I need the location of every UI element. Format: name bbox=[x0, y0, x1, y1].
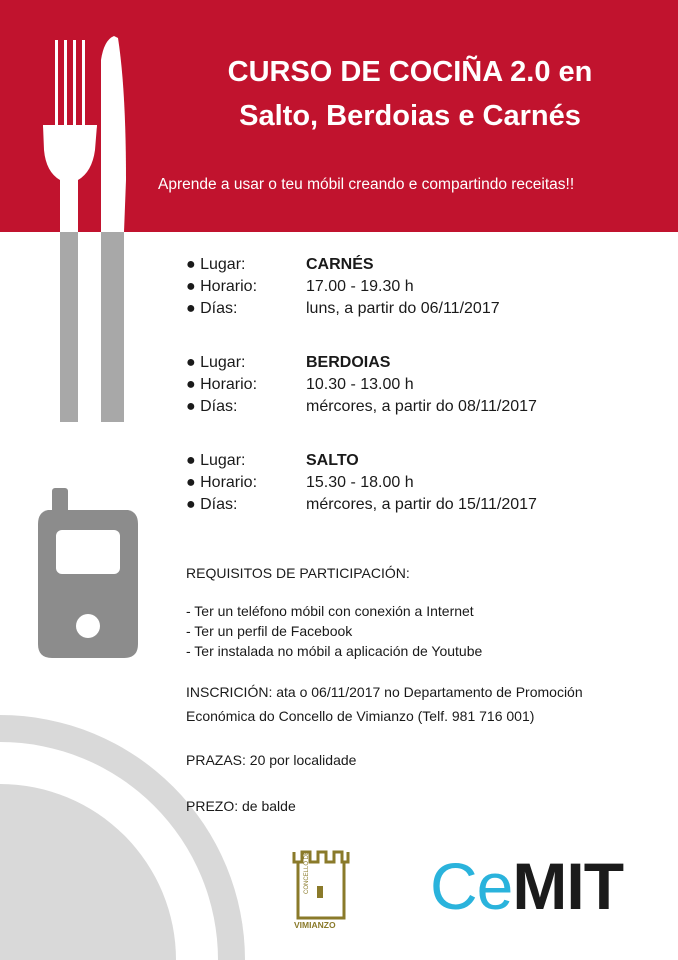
place-label: ● Lugar: bbox=[186, 354, 246, 371]
requirement-item: - Ter instalada no móbil a aplicación de Youtube bbox=[186, 643, 483, 659]
cemit-logo-part1: Ce bbox=[430, 849, 513, 923]
session-days-row bbox=[186, 396, 656, 418]
requirement-item: - Ter un perfil de Facebook bbox=[186, 623, 353, 639]
session-time-row bbox=[186, 276, 656, 298]
cemit-logo bbox=[430, 846, 623, 926]
course-title bbox=[170, 50, 650, 138]
session-block bbox=[186, 450, 656, 516]
price-text: PREZO: de balde bbox=[186, 798, 296, 814]
place-label: ● Lugar: bbox=[186, 256, 246, 273]
place-value: BERDOIAS bbox=[306, 354, 391, 371]
time-label: ● Horario: bbox=[186, 376, 258, 393]
session-time-row bbox=[186, 374, 656, 396]
knife-icon bbox=[101, 36, 126, 422]
place-value: SALTO bbox=[306, 452, 359, 469]
session-block bbox=[186, 352, 656, 418]
session-days-row bbox=[186, 494, 656, 516]
registration-line2: Económica do Concello de Vimianzo (Telf. 981 716 001) bbox=[186, 708, 535, 724]
days-label: ● Días: bbox=[186, 300, 238, 317]
session-block bbox=[186, 254, 656, 320]
time-value: 17.00 - 19.30 h bbox=[306, 278, 414, 295]
session-place-row bbox=[186, 450, 656, 472]
session-time-row bbox=[186, 472, 656, 494]
requirements-heading: REQUISITOS DE PARTICIPACIÓN: bbox=[186, 565, 410, 581]
course-title-line2: Salto, Berdoias e Carnés bbox=[239, 100, 581, 132]
days-label: ● Días: bbox=[186, 398, 238, 415]
mobile-phone-icon bbox=[38, 488, 138, 658]
vimianzo-logo-text: CONCELLO DE bbox=[304, 850, 310, 894]
session-place-row bbox=[186, 352, 656, 374]
registration-line1: INSCRICIÓN: ata o 06/11/2017 no Departamento de Promoción bbox=[186, 684, 583, 700]
course-title-line1: CURSO DE COCIÑA 2.0 en bbox=[227, 56, 593, 88]
requirement-item: - Ter un teléfono móbil con conexión a Internet bbox=[186, 603, 474, 619]
place-label: ● Lugar: bbox=[186, 452, 246, 469]
days-value: mércores, a partir do 08/11/2017 bbox=[306, 398, 537, 415]
fork-icon bbox=[43, 40, 97, 422]
days-label: ● Días: bbox=[186, 496, 238, 513]
days-value: mércores, a partir do 15/11/2017 bbox=[306, 496, 537, 513]
castle-logo-icon bbox=[294, 852, 348, 918]
place-value: CARNÉS bbox=[306, 256, 374, 273]
days-value: luns, a partir do 06/11/2017 bbox=[306, 300, 500, 317]
time-label: ● Horario: bbox=[186, 474, 258, 491]
time-value: 15.30 - 18.00 h bbox=[306, 474, 414, 491]
cemit-logo-part2: MIT bbox=[512, 849, 624, 923]
vimianzo-logo bbox=[288, 848, 362, 930]
session-days-row bbox=[186, 298, 656, 320]
vimianzo-logo-name: VIMIANZO bbox=[294, 920, 336, 930]
time-value: 10.30 - 13.00 h bbox=[306, 376, 414, 393]
places-text: PRAZAS: 20 por localidade bbox=[186, 752, 357, 768]
session-place-row bbox=[186, 254, 656, 276]
time-label: ● Horario: bbox=[186, 278, 258, 295]
course-subtitle: Aprende a usar o teu móbil creando e compartindo receitas!! bbox=[158, 176, 575, 193]
